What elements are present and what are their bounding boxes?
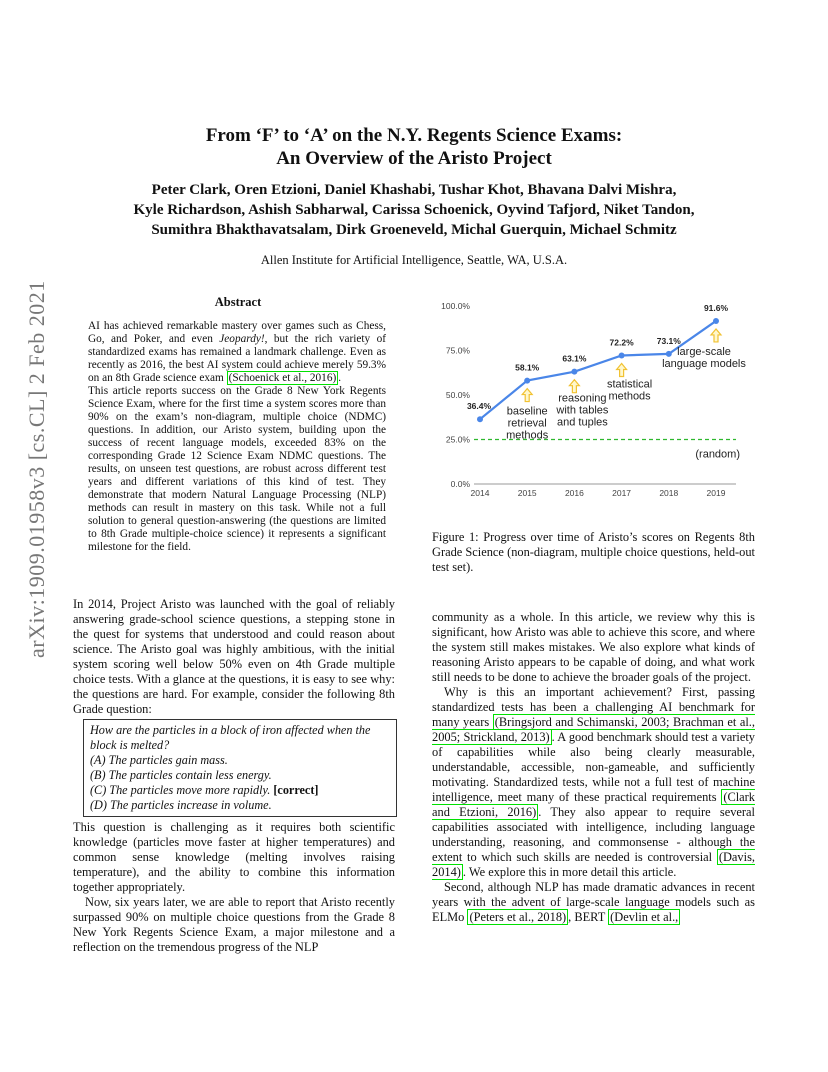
citation-link[interactable]: (Peters et al., 2018) [469, 910, 567, 924]
up-arrow-icon [711, 329, 721, 342]
body-paragraph [432, 685, 755, 880]
data-point [571, 369, 577, 375]
y-tick-label: 75.0% [445, 345, 470, 356]
annotation-text: methods [608, 390, 651, 403]
abstract-paragraph-2: This article reports success on the Grade 8 New York Regents Science Exam, where for the first time a system scores more than 90% on the exam’s non-diagram, multiple choice (NDMC) questions. In addition, our Aristo system, building upon the success of recent language models, exceeded 83% on the corresponding Grade 12 Science Exam NDMC questions. The results, on unseen test questions, are robust across different test years and different variations of this kind of test. They demonstrate that modern Natural Language Processing (NLP) methods can result in mastery on this task. While not a full solution to general question-answering (the questions are limited to 8th Grade multiple-choice science) it represents a significant milestone for the field. [88, 385, 386, 553]
left-column-continued [73, 820, 395, 955]
body-paragraph: In 2014, Project Aristo was launched with the goal of reliably answering grade-school science questions, a stepping stone in the quest for systems that understood and could reason about science. The Aristo goal was highly ambitious, with the initial system scoring well below 50% even on 4th Grade multiple choice tests. With a glance at the questions, it is easy to see why: the questions are hard. For example, consider the following 8th Grade question: [73, 597, 395, 716]
body-text: Second, although NLP has made dramatic advances in recent years with the advent of large-scale language models such as ELMo [432, 880, 755, 924]
x-tick-label: 2018 [659, 488, 679, 498]
answer-option-b: (B) The particles contain less energy. [90, 768, 272, 782]
title-line-1: From ‘F’ to ‘A’ on the N.Y. Regents Science Exams: [205, 125, 623, 146]
arxiv-identifier: arXiv:1909.01958v3 [cs.CL] 2 Feb 2021 [24, 280, 49, 658]
abstract-paragraph-1 [88, 320, 386, 385]
title-line-2: An Overview of the Aristo Project [276, 148, 552, 169]
affiliation: Allen Institute for Artificial Intelligence, Seattle, WA, U.S.A. [260, 253, 568, 267]
figure-caption: Figure 1: Progress over time of Aristo’s scores on Regents 8th Grade Science (non-diagram, multiple choice questions, held-out test set). [432, 530, 755, 574]
citation-link[interactable]: (Schoenick et al., 2016) [228, 372, 337, 384]
paper-title [0, 124, 828, 170]
answer-option-a: (A) The particles gain mass. [90, 753, 228, 767]
body-text: , BERT [568, 910, 609, 924]
body-paragraph: This question is challenging as it requires both scientific knowledge (particles move faster at higher temperatures) and common sense knowledge (melting involves raising temperature), and the ability to combine this information together appropriately. [73, 820, 395, 894]
data-point [666, 351, 672, 357]
y-tick-label: 100.0% [441, 301, 470, 311]
body-text: . We explore this in more detail this article. [462, 865, 677, 879]
annotation-text: language models [662, 357, 746, 370]
annotation-text: baseline [506, 405, 548, 418]
data-label: 73.1% [656, 335, 681, 346]
answer-option-c-row [90, 783, 390, 798]
right-column [432, 610, 755, 925]
annotation-text: statistical [606, 378, 653, 391]
data-label: 58.1% [515, 362, 540, 373]
body-paragraph [432, 880, 755, 925]
example-question-box [83, 719, 397, 817]
body-text: . A good benchmark should test a variety of capabilities while also being clearly measurable, understandable, accessible, non-gameable, and sufficiently motivating. Standardized tests, while not a full test of machine intelligence, meet many of these practical requirements [432, 730, 756, 804]
abstract-text: , but the rich variety of standardized exams has remained a landmark challenge. Even as recently as 2016, the best AI system could achieve merely 59.3% on an 8th Grade science exam [88, 333, 386, 384]
annotation-text: with tables [556, 404, 609, 417]
answer-option-d: (D) The particles increase in volume. [90, 798, 272, 812]
data-label: 36.4% [466, 401, 492, 412]
data-point [713, 318, 719, 324]
up-arrow-icon [522, 389, 532, 402]
abstract-emphasis: Jeopardy! [219, 333, 265, 345]
x-tick-label: 2015 [517, 488, 537, 498]
annotation-text: retrieval [507, 417, 547, 430]
up-arrow-icon [569, 380, 579, 393]
x-tick-label: 2014 [470, 488, 490, 498]
question-stem: How are the particles in a block of iron affected when the block is melted? [90, 723, 371, 752]
y-tick-label: 25.0% [445, 434, 470, 445]
annotation-text: and tuples [557, 416, 608, 429]
chart-marks [467, 303, 746, 461]
progress-chart [434, 298, 754, 508]
correct-marker: [correct] [273, 783, 319, 797]
random-baseline-label: (random) [695, 448, 740, 461]
data-point [477, 416, 483, 422]
citation-link[interactable]: (Clark and Etzioni, 2016) [432, 790, 755, 819]
data-label: 72.2% [609, 337, 634, 348]
data-label: 63.1% [562, 353, 587, 364]
y-tick-label: 50.0% [445, 390, 470, 400]
body-paragraph: community as a whole. In this article, we review why this is significant, how Aristo was able to achieve this score, and where the system still makes mistakes. We also explore what kinds of reasoning Aristo appears to be capable of doing, and what work still needs to be done to achieve the broader goals of the project. [432, 610, 755, 684]
citation-link[interactable]: (Bringsjord and Schimanski, 2003; Brachman et al., 2005; Strickland, 2013) [432, 715, 755, 744]
annotation-text: methods [506, 429, 549, 442]
x-tick-label: 2016 [564, 488, 584, 498]
up-arrow-icon [617, 363, 627, 376]
data-point [524, 378, 530, 384]
annotation-text: large-scale [677, 345, 731, 358]
authors-line-2: Kyle Richardson, Ashish Sabharwal, Carissa Schoenick, Oyvind Tafjord, Niket Tandon, [133, 202, 695, 218]
data-label: 91.6% [703, 302, 729, 313]
answer-option-c: (C) The particles move more rapidly. [90, 783, 271, 797]
abstract-text: . [338, 372, 342, 384]
left-column-intro [73, 597, 395, 717]
x-tick-label: 2017 [612, 488, 632, 498]
y-tick-label: 0.0% [450, 479, 470, 489]
x-tick-label: 2019 [706, 488, 726, 498]
data-point [619, 352, 625, 358]
abstract-text: AI has achieved remarkable mastery over games such as Chess, Go, and Poker, and even [88, 320, 386, 345]
body-text: Why is this an important achievement? First, passing standardized tests has been a challenging AI benchmark for many years [432, 685, 755, 729]
citation-link[interactable]: (Devlin et al., [610, 910, 679, 924]
authors-line-1: Peter Clark, Oren Etzioni, Daniel Khashabi, Tushar Khot, Bhavana Dalvi Mishra, [151, 182, 677, 198]
author-list [0, 180, 828, 240]
annotation-text: reasoning [558, 392, 607, 405]
abstract-body [88, 320, 386, 554]
body-text: . They also appear to require several capabilities associated with intelligence, including language understanding, reasoning, and commonsense - although the extent to which such skills are needed is controversial [432, 805, 755, 864]
citation-link[interactable]: (Davis, 2014) [432, 850, 755, 879]
abstract-heading: Abstract [214, 295, 262, 309]
authors-line-3: Sumithra Bhakthavatsalam, Dirk Groeneveld, Michal Guerquin, Michael Schmitz [151, 222, 677, 238]
body-paragraph: Now, six years later, we are able to report that Aristo recently surpassed 90% on multiple choice questions from the Grade 8 New York Regents Science Exam, a major milestone and a reflection on the tremendous progress of the NLP [73, 895, 395, 954]
